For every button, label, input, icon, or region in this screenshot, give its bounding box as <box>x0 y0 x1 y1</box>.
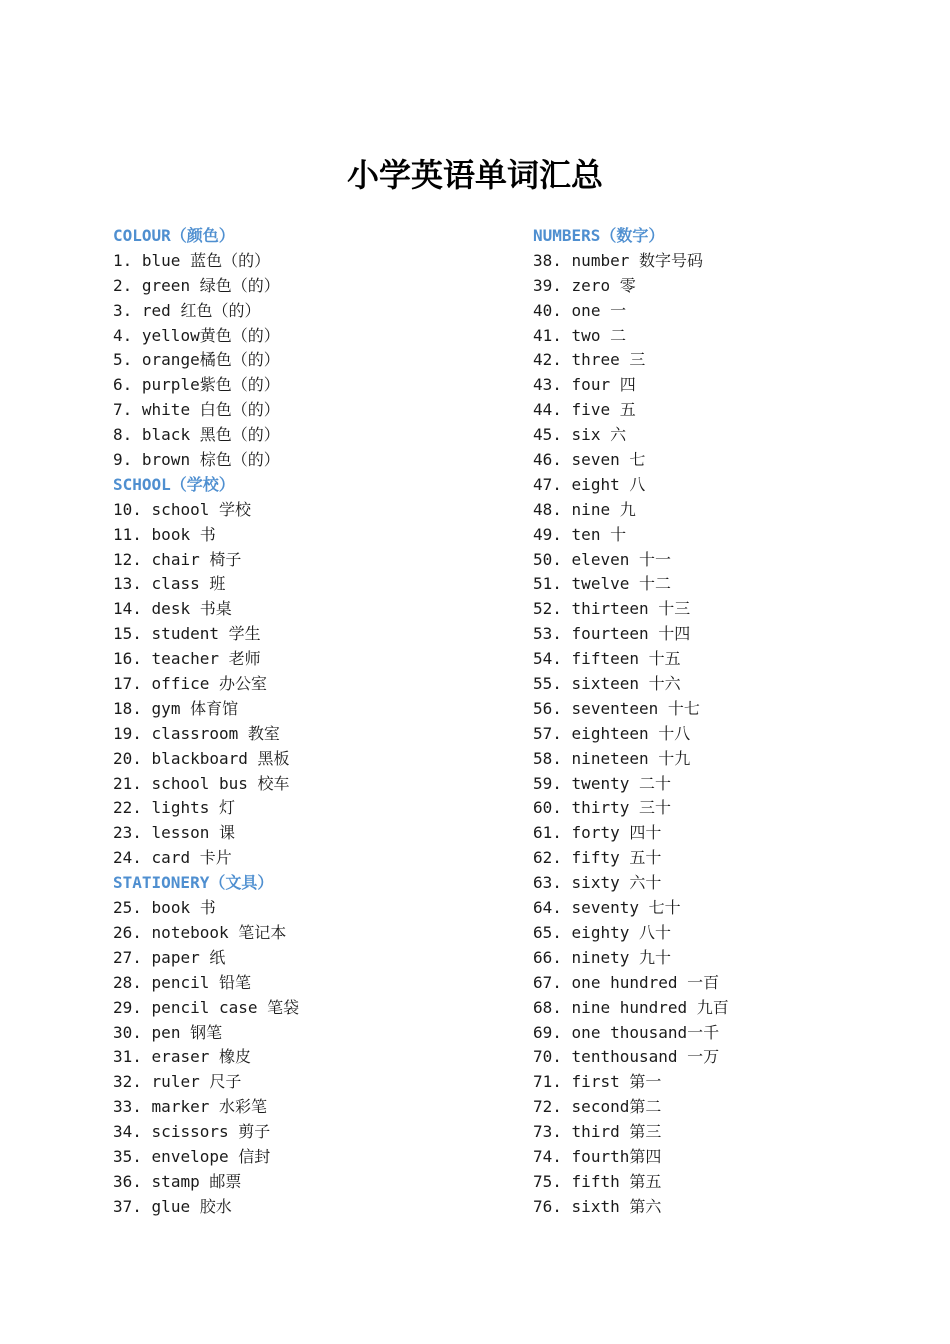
vocab-item <box>533 448 933 473</box>
item-word: eraser 橡皮 <box>151 1047 251 1067</box>
item-word: one 一 <box>571 300 627 320</box>
item-word: school bus 校车 <box>151 773 290 793</box>
item-number: 25. <box>113 898 142 918</box>
vocab-item <box>533 1021 933 1046</box>
item-number: 59. <box>533 773 562 793</box>
item-word: red 红色（的） <box>141 300 261 320</box>
section-heading: STATIONERY（文具） <box>113 873 274 893</box>
item-number: 10. <box>113 499 142 519</box>
item-word: two 二 <box>571 325 627 345</box>
item-word: tenthousand 一万 <box>571 1047 720 1067</box>
vocab-item <box>533 722 933 747</box>
item-word: notebook 笔记本 <box>151 922 287 942</box>
item-number: 37. <box>113 1196 142 1216</box>
vocab-item <box>113 597 513 622</box>
item-number: 62. <box>533 848 562 868</box>
item-word: eight 八 <box>571 474 646 494</box>
item-number: 36. <box>113 1171 142 1191</box>
item-word: teacher 老师 <box>151 649 261 669</box>
item-word: seventeen 十七 <box>571 698 700 718</box>
item-number: 11. <box>113 524 142 544</box>
vocab-item <box>533 772 933 797</box>
vocab-item <box>533 1070 933 1095</box>
vocab-item <box>113 1145 513 1170</box>
vocab-item <box>533 921 933 946</box>
item-number: 42. <box>533 350 562 370</box>
item-word: fifteen 十五 <box>571 649 681 669</box>
vocab-item <box>113 498 513 523</box>
vocab-item <box>113 647 513 672</box>
item-number: 31. <box>113 1047 142 1067</box>
item-number: 20. <box>113 748 142 768</box>
item-word: three 三 <box>571 350 646 370</box>
item-word: nineteen 十九 <box>571 748 691 768</box>
item-number: 29. <box>113 997 142 1017</box>
item-number: 12. <box>113 549 142 569</box>
item-number: 54. <box>533 649 562 669</box>
item-word: blue 蓝色（的） <box>141 250 271 270</box>
right-column <box>533 224 933 1220</box>
item-word: scissors 剪子 <box>151 1122 271 1142</box>
item-word: one hundred 一百 <box>571 972 720 992</box>
item-word: ruler 尺子 <box>151 1072 242 1092</box>
item-number: 63. <box>533 873 562 893</box>
item-word: sixty 六十 <box>571 873 662 893</box>
item-number: 70. <box>533 1047 562 1067</box>
vocab-item <box>113 398 513 423</box>
item-number: 34. <box>113 1122 142 1142</box>
item-word: pencil case 笔袋 <box>151 997 300 1017</box>
vocab-item <box>113 1070 513 1095</box>
item-number: 69. <box>533 1022 562 1042</box>
item-word: school 学校 <box>151 499 251 519</box>
vocab-item <box>533 896 933 921</box>
item-word: classroom 教室 <box>151 723 280 743</box>
item-word: pen 钢笔 <box>151 1022 223 1042</box>
vocab-item <box>533 796 933 821</box>
vocab-item <box>113 1120 513 1145</box>
item-word: pencil 铅笔 <box>151 972 251 992</box>
item-word: brown 棕色（的） <box>141 450 280 470</box>
vocab-item <box>533 971 933 996</box>
item-number: 15. <box>113 624 142 644</box>
item-word: ninety 九十 <box>571 947 671 967</box>
item-word: marker 水彩笔 <box>151 1097 267 1117</box>
item-number: 76. <box>533 1196 562 1216</box>
vocab-item <box>533 846 933 871</box>
item-number: 68. <box>533 997 562 1017</box>
vocab-item <box>113 796 513 821</box>
vocab-item <box>113 1170 513 1195</box>
item-word: yellow黄色（的） <box>141 325 280 345</box>
item-number: 46. <box>533 450 562 470</box>
vocab-item <box>533 821 933 846</box>
vocab-item <box>533 498 933 523</box>
item-number: 4. <box>113 325 133 345</box>
vocab-item <box>113 697 513 722</box>
item-word: fourteen 十四 <box>571 624 691 644</box>
vocab-item <box>533 672 933 697</box>
item-number: 56. <box>533 698 562 718</box>
item-number: 16. <box>113 649 142 669</box>
vocab-item <box>533 274 933 299</box>
vocab-item <box>533 622 933 647</box>
item-number: 17. <box>113 674 142 694</box>
item-number: 23. <box>113 823 142 843</box>
item-word: eighteen 十八 <box>571 723 691 743</box>
item-word: blackboard 黑板 <box>151 748 290 768</box>
item-number: 27. <box>113 947 142 967</box>
vocab-item <box>533 348 933 373</box>
item-word: purple紫色（的） <box>141 375 280 395</box>
vocab-item <box>113 747 513 772</box>
vocab-item <box>533 1045 933 1070</box>
item-number: 3. <box>113 300 133 320</box>
vocab-item <box>533 1095 933 1120</box>
vocab-item <box>533 996 933 1021</box>
item-word: sixteen 十六 <box>571 674 681 694</box>
vocab-item <box>533 373 933 398</box>
vocab-item <box>113 971 513 996</box>
vocab-item <box>113 722 513 747</box>
vocab-item <box>113 1195 513 1220</box>
item-word: forty 四十 <box>571 823 662 843</box>
item-word: eighty 八十 <box>571 922 671 942</box>
vocab-item <box>533 398 933 423</box>
vocab-item <box>113 1045 513 1070</box>
vocab-item <box>113 821 513 846</box>
item-number: 72. <box>533 1097 562 1117</box>
item-number: 44. <box>533 400 562 420</box>
item-word: eleven 十一 <box>571 549 671 569</box>
item-number: 38. <box>533 250 562 270</box>
item-number: 26. <box>113 922 142 942</box>
item-number: 1. <box>113 250 133 270</box>
vocab-item <box>533 249 933 274</box>
item-word: gym 体育馆 <box>151 698 239 718</box>
item-word: white 白色（的） <box>141 400 280 420</box>
item-word: six 六 <box>571 425 627 445</box>
item-number: 32. <box>113 1072 142 1092</box>
item-number: 47. <box>533 474 562 494</box>
item-word: black 黑色（的） <box>141 425 280 445</box>
item-number: 64. <box>533 898 562 918</box>
vocab-item <box>533 1145 933 1170</box>
vocab-item <box>533 946 933 971</box>
item-number: 55. <box>533 674 562 694</box>
item-word: student 学生 <box>151 624 261 644</box>
vocab-item <box>113 249 513 274</box>
vocab-item <box>113 348 513 373</box>
item-number: 48. <box>533 499 562 519</box>
item-word: thirteen 十三 <box>571 599 691 619</box>
section-heading: COLOUR（颜色） <box>113 226 235 245</box>
vocab-item <box>533 523 933 548</box>
item-number: 61. <box>533 823 562 843</box>
item-number: 9. <box>113 450 133 470</box>
vocab-item <box>533 324 933 349</box>
item-number: 19. <box>113 723 142 743</box>
item-word: ten 十 <box>571 524 627 544</box>
item-word: five 五 <box>571 400 636 420</box>
vocab-item <box>533 548 933 573</box>
item-word: seven 七 <box>571 450 646 470</box>
item-number: 33. <box>113 1097 142 1117</box>
vocab-item <box>113 846 513 871</box>
vocab-item <box>113 996 513 1021</box>
vocab-item <box>113 921 513 946</box>
item-word: fifth 第五 <box>571 1171 662 1191</box>
vocab-item <box>113 672 513 697</box>
item-word: zero 零 <box>571 275 636 295</box>
item-number: 5. <box>113 350 133 370</box>
item-number: 14. <box>113 599 142 619</box>
vocab-item <box>113 1021 513 1046</box>
vocab-item <box>113 946 513 971</box>
item-word: twelve 十二 <box>571 574 671 594</box>
item-number: 39. <box>533 275 562 295</box>
item-number: 75. <box>533 1171 562 1191</box>
item-number: 22. <box>113 798 142 818</box>
section-heading: SCHOOL（学校） <box>113 474 235 494</box>
vocab-item <box>113 548 513 573</box>
item-number: 40. <box>533 300 562 320</box>
item-word: four 四 <box>571 375 636 395</box>
item-word: first 第一 <box>571 1072 662 1092</box>
item-number: 24. <box>113 848 142 868</box>
item-number: 43. <box>533 375 562 395</box>
vocab-item <box>113 448 513 473</box>
vocab-item <box>533 1195 933 1220</box>
item-number: 71. <box>533 1072 562 1092</box>
item-number: 57. <box>533 723 562 743</box>
item-word: nine hundred 九百 <box>571 997 729 1017</box>
vocab-item <box>113 299 513 324</box>
item-number: 45. <box>533 425 562 445</box>
item-word: lights 灯 <box>151 798 235 818</box>
item-word: orange橘色（的） <box>141 350 280 370</box>
vocab-item <box>533 871 933 896</box>
item-word: book 书 <box>151 524 216 544</box>
vocab-item <box>533 473 933 498</box>
page-title: 小学英语单词汇总 <box>346 156 603 194</box>
item-word: chair 椅子 <box>151 549 242 569</box>
item-word: glue 胶水 <box>151 1196 232 1216</box>
item-number: 60. <box>533 798 562 818</box>
item-word: fifty 五十 <box>571 848 662 868</box>
vocab-item <box>533 597 933 622</box>
item-word: stamp 邮票 <box>151 1171 242 1191</box>
vocab-item <box>533 423 933 448</box>
item-number: 28. <box>113 972 142 992</box>
vocab-item <box>113 274 513 299</box>
item-word: second第二 <box>571 1097 662 1117</box>
item-word: thirty 三十 <box>571 798 671 818</box>
item-word: paper 纸 <box>151 947 226 967</box>
item-word: fourth第四 <box>571 1146 662 1166</box>
item-number: 73. <box>533 1122 562 1142</box>
item-number: 51. <box>533 574 562 594</box>
item-word: twenty 二十 <box>571 773 671 793</box>
item-number: 6. <box>113 375 133 395</box>
item-number: 30. <box>113 1022 142 1042</box>
item-word: sixth 第六 <box>571 1196 662 1216</box>
vocab-item <box>533 1120 933 1145</box>
item-number: 18. <box>113 698 142 718</box>
item-word: number 数字号码 <box>571 250 703 270</box>
item-word: lesson 课 <box>151 823 235 843</box>
item-word: envelope 信封 <box>151 1146 271 1166</box>
vocab-item <box>113 1095 513 1120</box>
vocab-item <box>113 373 513 398</box>
vocab-item <box>533 647 933 672</box>
item-number: 2. <box>113 275 133 295</box>
vocab-item <box>113 423 513 448</box>
vocab-item <box>533 299 933 324</box>
item-number: 52. <box>533 599 562 619</box>
item-number: 7. <box>113 400 133 420</box>
item-word: seventy 七十 <box>571 898 681 918</box>
item-word: book 书 <box>151 898 216 918</box>
vocab-item <box>113 523 513 548</box>
item-number: 50. <box>533 549 562 569</box>
item-number: 21. <box>113 773 142 793</box>
item-number: 67. <box>533 972 562 992</box>
item-word: green 绿色（的） <box>141 275 280 295</box>
vocab-item <box>533 572 933 597</box>
item-number: 35. <box>113 1146 142 1166</box>
item-word: desk 书桌 <box>151 599 232 619</box>
item-number: 74. <box>533 1146 562 1166</box>
vocab-item <box>533 1170 933 1195</box>
vocab-item <box>113 324 513 349</box>
vocab-item <box>113 772 513 797</box>
vocab-item <box>533 747 933 772</box>
item-word: third 第三 <box>571 1122 662 1142</box>
vocab-item <box>533 697 933 722</box>
item-number: 41. <box>533 325 562 345</box>
item-word: class 班 <box>151 574 226 594</box>
left-column <box>113 224 513 1220</box>
section-heading: NUMBERS（数字） <box>533 226 665 245</box>
item-number: 58. <box>533 748 562 768</box>
item-number: 13. <box>113 574 142 594</box>
item-number: 8. <box>113 425 133 445</box>
item-word: office 办公室 <box>151 674 267 694</box>
item-number: 49. <box>533 524 562 544</box>
item-word: card 卡片 <box>151 848 232 868</box>
item-number: 66. <box>533 947 562 967</box>
item-number: 65. <box>533 922 562 942</box>
vocab-item <box>113 896 513 921</box>
item-number: 53. <box>533 624 562 644</box>
vocab-item <box>113 622 513 647</box>
item-word: one thousand一千 <box>571 1022 720 1042</box>
item-word: nine 九 <box>571 499 636 519</box>
vocab-item <box>113 572 513 597</box>
